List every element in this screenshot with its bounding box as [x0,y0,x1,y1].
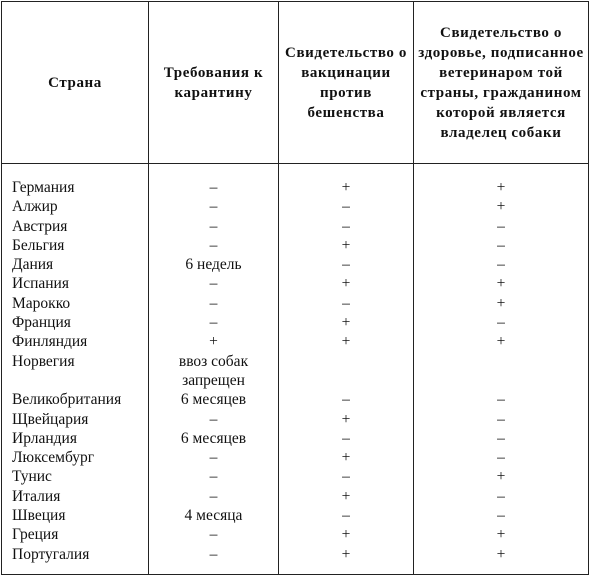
cell-country [2,352,149,391]
cell-country [2,467,149,486]
cell-quarantine-text: 6 месяцев [180,429,247,447]
cell-health-certificate-text: – [497,507,505,525]
cell-health-certificate-text: – [497,217,505,235]
cell-quarantine [149,506,279,525]
cell-vaccination [279,467,414,486]
cell-health-certificate [414,255,589,274]
cell-vaccination-text: + [341,333,351,351]
cell-health-certificate-text: + [496,545,506,563]
cell-health-certificate [414,274,589,293]
cell-country [2,545,149,575]
cell-country [2,390,149,409]
cell-quarantine-text: – [209,468,218,486]
cell-country-text: Греция [12,526,59,544]
cell-vaccination [279,352,414,391]
cell-health-certificate [414,294,589,313]
cell-vaccination [279,332,414,351]
table-row [2,332,589,351]
table-row [2,274,589,293]
cell-country [2,429,149,448]
cell-quarantine [149,429,279,448]
table-row [2,525,589,544]
cell-quarantine [149,467,279,486]
cell-quarantine-text: – [209,275,218,293]
cell-health-certificate [414,429,589,448]
cell-vaccination [279,506,414,525]
table-row [2,545,589,575]
cell-country [2,164,149,198]
cell-vaccination [279,197,414,216]
cell-quarantine [149,274,279,293]
cell-vaccination-text: – [342,198,350,216]
cell-vaccination [279,545,414,575]
cell-country-text: Щвейцария [12,410,89,428]
cell-health-certificate [414,506,589,525]
cell-quarantine [149,352,279,391]
cell-vaccination [279,274,414,293]
cell-health-certificate-text: – [497,256,505,274]
cell-vaccination [279,164,414,198]
cell-vaccination [279,236,414,255]
cell-vaccination [279,217,414,236]
cell-vaccination [279,390,414,409]
cell-quarantine [149,255,279,274]
cell-country-text: Тунис [12,468,52,486]
cell-quarantine [149,332,279,351]
cell-health-certificate [414,236,589,255]
cell-quarantine [149,236,279,255]
cell-vaccination [279,255,414,274]
cell-health-certificate-text: + [496,198,506,216]
cell-quarantine-text: – [209,487,218,505]
cell-quarantine-text: – [209,545,218,563]
cell-country-text: Марокко [12,294,71,312]
cell-health-certificate [414,197,589,216]
cell-quarantine [149,197,279,216]
cell-country-text: Швеция [12,507,66,525]
cell-health-certificate [414,545,589,575]
table-row [2,487,589,506]
cell-quarantine [149,294,279,313]
header-health-certificate: Свидетельство о здоровье, подписанное ветеринаром той страны, гражданином которой является владелец собаки [414,2,589,164]
cell-country-text: Бельгия [12,236,65,254]
cell-health-certificate-text: – [497,236,505,254]
cell-vaccination-text: + [341,487,351,505]
cell-health-certificate [414,352,589,391]
cell-vaccination-text: – [342,391,350,409]
cell-quarantine-text: 6 недель [185,256,242,274]
cell-quarantine [149,217,279,236]
cell-country [2,197,149,216]
cell-vaccination-text: + [341,275,351,293]
table-row [2,197,589,216]
cell-health-certificate-text: + [496,275,506,293]
cell-quarantine [149,410,279,429]
cell-country-text: Великобритания [12,391,122,409]
cell-health-certificate [414,164,589,198]
cell-vaccination [279,448,414,467]
cell-health-certificate [414,525,589,544]
cell-country [2,236,149,255]
cell-quarantine-text: ввоз собак запрещен [178,352,249,389]
header-country: Страна [2,2,149,164]
dog-import-requirements-table [1,1,589,575]
cell-country [2,448,149,467]
cell-vaccination-text: – [342,256,350,274]
cell-country-text: Финляндия [12,333,88,351]
cell-quarantine [149,545,279,575]
cell-health-certificate-text: + [496,333,506,351]
cell-vaccination-text: + [341,314,351,332]
cell-country-text: Алжир [12,198,58,216]
cell-country [2,255,149,274]
cell-health-certificate-text: – [497,487,505,505]
cell-country-text: Люксембург [12,449,95,467]
cell-health-certificate [414,217,589,236]
table-row [2,294,589,313]
cell-health-certificate-text: – [497,429,505,447]
cell-vaccination [279,294,414,313]
cell-health-certificate-text: + [496,294,506,312]
cell-country [2,525,149,544]
table-row [2,236,589,255]
cell-country [2,332,149,351]
table-header [2,2,589,164]
cell-vaccination [279,410,414,429]
cell-quarantine-text: 4 месяца [184,507,243,525]
cell-vaccination-text: – [342,294,350,312]
cell-country-text: Австрия [12,217,68,235]
cell-country [2,506,149,525]
cell-quarantine [149,313,279,332]
cell-health-certificate [414,467,589,486]
cell-health-certificate-text: + [496,468,506,486]
cell-vaccination-text: – [342,429,350,447]
table-row [2,410,589,429]
header-vaccination: Свидетельство о вакцинации против бешенства [279,2,414,164]
cell-quarantine-text: – [209,449,218,467]
cell-health-certificate-text: – [497,314,505,332]
cell-country [2,274,149,293]
cell-quarantine-text: – [209,217,218,235]
cell-vaccination [279,429,414,448]
cell-country-text: Дания [12,256,54,274]
cell-country [2,487,149,506]
table-row [2,467,589,486]
cell-country [2,294,149,313]
table-row [2,506,589,525]
cell-health-certificate-text: – [497,410,505,428]
cell-vaccination-text: + [341,545,351,563]
cell-quarantine-text: + [209,333,218,351]
cell-quarantine [149,448,279,467]
table-row [2,313,589,332]
cell-quarantine-text: – [209,314,218,332]
cell-health-certificate-text: – [497,391,505,409]
cell-vaccination-text: + [341,236,351,254]
cell-vaccination-text: – [342,217,350,235]
table-row [2,352,589,391]
cell-country [2,410,149,429]
cell-health-certificate [414,410,589,429]
cell-country-text: Испания [12,275,69,293]
header-row [2,2,589,164]
cell-quarantine-text: 6 месяцев [180,391,247,409]
cell-quarantine-text: – [209,294,218,312]
cell-health-certificate [414,313,589,332]
cell-vaccination-text: + [341,449,351,467]
cell-country [2,217,149,236]
cell-health-certificate [414,448,589,467]
table-row [2,255,589,274]
cell-health-certificate [414,487,589,506]
table-row [2,429,589,448]
cell-quarantine-text: – [209,198,218,216]
cell-health-certificate-text: + [496,179,506,196]
cell-vaccination-text: + [341,526,351,544]
cell-country-text: Германия [12,179,75,196]
table-row [2,390,589,409]
cell-quarantine [149,390,279,409]
cell-quarantine-text: – [209,179,218,196]
cell-health-certificate [414,332,589,351]
cell-country-text: Италия [12,487,61,505]
cell-quarantine-text: – [209,236,218,254]
cell-quarantine [149,487,279,506]
table-row [2,448,589,467]
cell-vaccination-text: – [342,468,350,486]
cell-vaccination-text: + [341,179,351,196]
table-body [2,164,589,575]
cell-health-certificate-text: + [496,526,506,544]
cell-country-text: Франция [12,314,71,332]
cell-country-text: Норвегия [12,352,75,370]
cell-health-certificate-text: – [497,449,505,467]
header-quarantine: Требования к карантину [149,2,279,164]
table-row [2,164,589,198]
table-row [2,217,589,236]
cell-vaccination-text: – [342,507,350,525]
cell-quarantine [149,164,279,198]
cell-health-certificate [414,390,589,409]
cell-country-text: Ирландия [12,429,77,447]
cell-quarantine-text: – [209,526,218,544]
cell-quarantine-text: – [209,410,218,428]
cell-vaccination [279,313,414,332]
cell-country [2,313,149,332]
cell-quarantine [149,525,279,544]
cell-vaccination-text: + [341,410,351,428]
cell-vaccination [279,487,414,506]
cell-vaccination [279,525,414,544]
cell-country-text: Португалия [12,545,90,563]
